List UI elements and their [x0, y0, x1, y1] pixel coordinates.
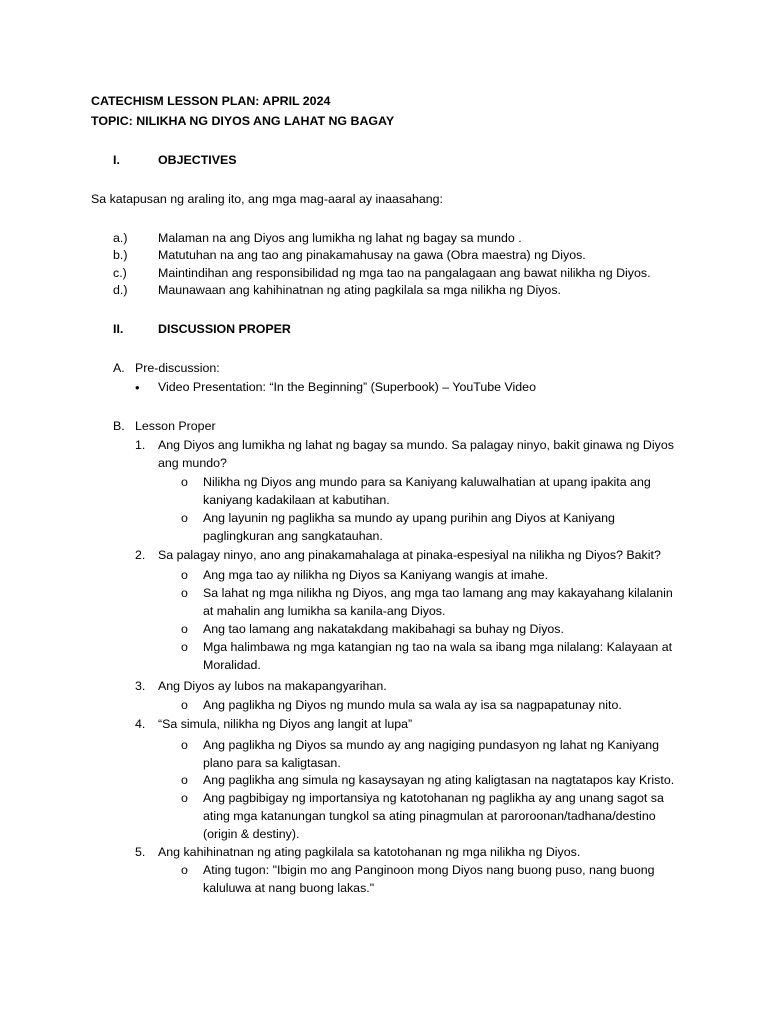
objective-marker: b.) [113, 248, 128, 262]
sub-point-text: Nilikha ng Diyos ang mundo para sa Kaniyang kaluwalhatian at upang ipakita ang [203, 475, 651, 489]
sub-point-text: Ang paglikha ng Diyos sa mundo ay ang nagiging pundasyon ng lahat ng Kaniyang [203, 738, 660, 752]
sub-point-text: Ang layunin ng paglikha sa mundo ay upang purihin ang Diyos at Kaniyang [203, 511, 615, 525]
sub-bullet-marker: o [181, 863, 188, 877]
sub-point-text: Ating tugon: "Ibigin mo ang Panginoon mong Diyos nang buong puso, nang buong [203, 863, 655, 877]
pre-discussion-item: Video Presentation: “In the Beginning” (Superbook) – YouTube Video [158, 380, 536, 394]
point-text: ang mundo? [158, 456, 227, 470]
point-number: 2. [135, 548, 146, 562]
sub-point-text: kaniyang kadakilaan at kabutihan. [203, 493, 390, 507]
objective-marker: a.) [113, 231, 128, 245]
sub-point-text: ating mga katanungan tungkol sa ating pinagmulan at paroroonan/tadhana/destino [203, 809, 656, 823]
sub-point-text: at mahalin ang lumikha sa kanila-ang Diyos. [203, 604, 446, 618]
point-text: Ang kahihinatnan ng ating pagkilala sa katotohanan ng mga nilikha ng Diyos. [158, 845, 581, 859]
sub-point-text: plano para sa kaligtasan. [203, 756, 341, 770]
sub-point-text: (origin & destiny). [203, 827, 300, 841]
point-number: 5. [135, 845, 146, 859]
section-numeral: II. [113, 322, 124, 336]
point-number: 3. [135, 679, 146, 693]
sub-point-text: Moralidad. [203, 658, 261, 672]
point-text: Ang Diyos ay lubos na makapangyarihan. [158, 679, 387, 693]
sub-bullet-marker: o [181, 586, 188, 600]
sub-bullet-marker: o [181, 773, 188, 787]
sub-bullet-marker: o [181, 475, 188, 489]
sub-bullet-marker: o [181, 568, 188, 582]
sub-bullet-marker: o [181, 640, 188, 654]
point-text: Sa palagay ninyo, ano ang pinakamahalaga at pinaka-espesiyal na nilikha ng Diyos? Bakit? [158, 548, 661, 562]
sub-bullet-marker: o [181, 622, 188, 636]
sub-point-text: Sa lahat ng mga nilikha ng Diyos, ang mga tao lamang ang may kakayahang kilalanin [203, 586, 673, 600]
point-number: 4. [135, 717, 146, 731]
point-text: Ang Diyos ang lumikha ng lahat ng bagay sa mundo. Sa palagay ninyo, bakit ginawa ng Diyos [158, 438, 674, 452]
section-heading: OBJECTIVES [158, 153, 237, 167]
sub-point-text: Mga halimbawa ng mga katangian ng tao na wala sa ibang mga nilalang: Kalayaan at [203, 640, 673, 654]
sub-point-text: Ang pagbibigay ng importansiya ng katotohanan ng paglikha ay ang unang sagot sa [203, 791, 664, 805]
objective-item: Maunawaan ang kahihinatnan ng ating pagkilala sa mga nilikha ng Diyos. [158, 283, 561, 297]
section-heading: DISCUSSION PROPER [158, 322, 291, 336]
subsection-label: Lesson Proper [135, 419, 216, 433]
sub-bullet-marker: o [181, 511, 188, 525]
sub-bullet-marker: o [181, 698, 188, 712]
document-topic: TOPIC: NILIKHA NG DIYOS ANG LAHAT NG BAGAY [91, 114, 395, 128]
sub-bullet-marker: o [181, 738, 188, 752]
objective-item: Maintindihan ang responsibilidad ng mga tao na pangalagaan ang bawat nilikha ng Diyos. [158, 266, 651, 280]
objectives-intro: Sa katapusan ng araling ito, ang mga mag-aaral ay inaasahang: [91, 192, 443, 206]
section-numeral: I. [113, 153, 120, 167]
objective-marker: c.) [113, 266, 127, 280]
subsection-marker: A. [113, 361, 125, 375]
bullet-icon: • [135, 380, 140, 395]
objective-item: Malaman na ang Diyos ang lumikha ng lahat ng bagay sa mundo . [158, 231, 522, 245]
objective-item: Matutuhan na ang tao ang pinakamahusay na gawa (Obra maestra) ng Diyos. [158, 248, 586, 262]
objective-marker: d.) [113, 283, 128, 297]
sub-point-text: Ang paglikha ang simula ng kasaysayan ng ating kaligtasan na nagtatapos kay Kristo. [203, 773, 675, 787]
subsection-label: Pre-discussion: [135, 361, 220, 375]
sub-point-text: Ang tao lamang ang nakatakdang makibahagi sa buhay ng Diyos. [203, 622, 564, 636]
point-text: “Sa simula, nilikha ng Diyos ang langit at lupa” [158, 717, 413, 731]
sub-point-text: kaluluwa at nang buong lakas." [203, 881, 375, 895]
point-number: 1. [135, 438, 146, 452]
sub-point-text: paglingkuran ang sangkatauhan. [203, 529, 383, 543]
sub-point-text: Ang paglikha ng Diyos ng mundo mula sa wala ay isa sa nagpapatunay nito. [203, 698, 622, 712]
document-title: CATECHISM LESSON PLAN: APRIL 2024 [91, 94, 331, 108]
sub-point-text: Ang mga tao ay nilikha ng Diyos sa Kaniyang wangis at imahe. [203, 568, 549, 582]
sub-bullet-marker: o [181, 791, 188, 805]
subsection-marker: B. [113, 419, 125, 433]
